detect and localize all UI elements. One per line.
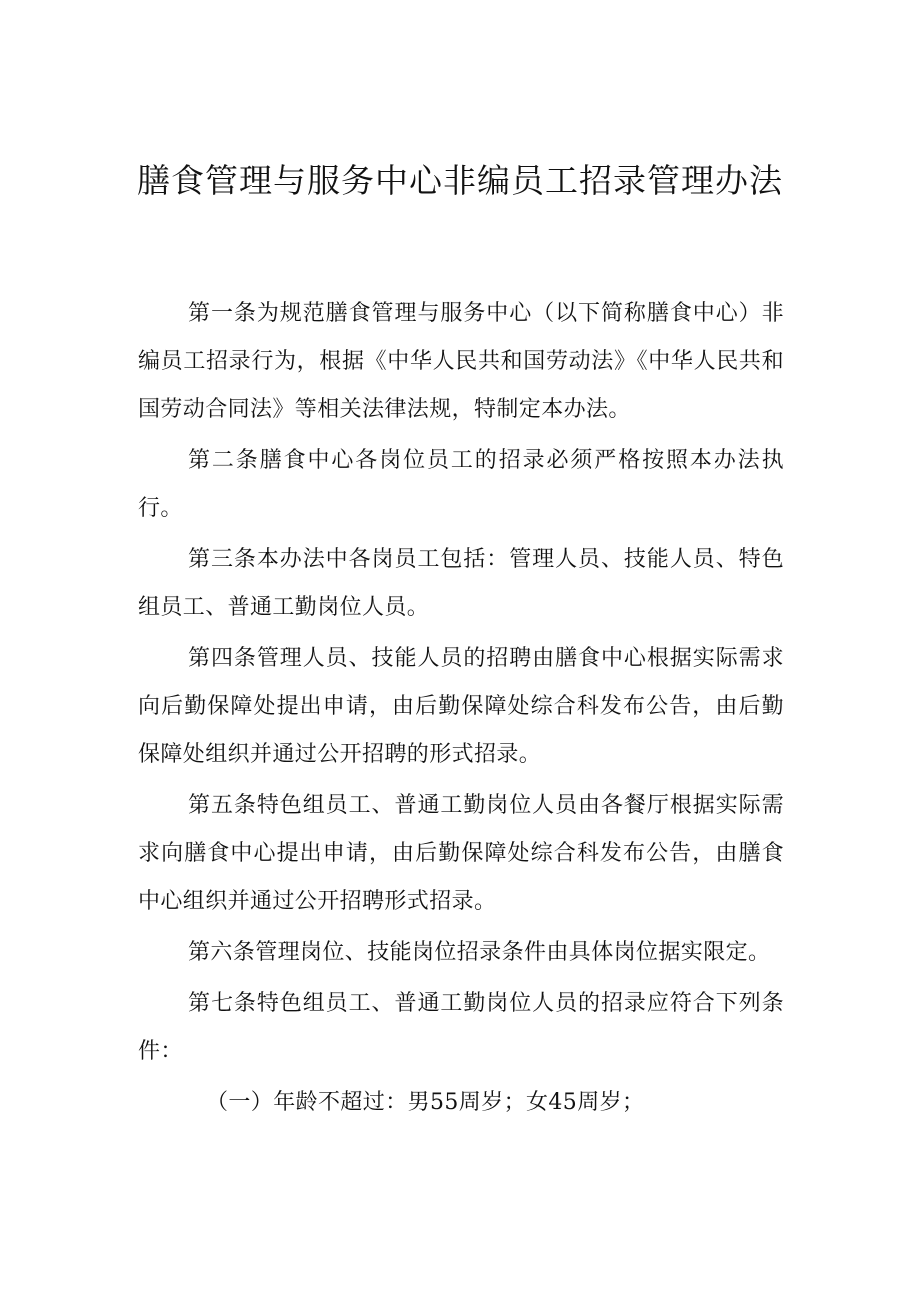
article-6: 第六条管理岗位、技能岗位招录条件由具体岗位据实限定。: [188, 940, 771, 965]
document-body: [138, 290, 784, 1127]
article-4: 第四条管理人员、技能人员的招聘由膳食中心根据实际需求向后勤保障处提出申请，由后勤保障处综合科发布公告，由后勤保障处组织并通过公开招聘的形式招录。: [138, 646, 784, 767]
article-2: 第二条膳食中心各岗位员工的招录必须严格按照本办法执行。: [138, 448, 784, 521]
document-title: 膳食管理与服务中心非编员工招录管理办法: [137, 161, 783, 200]
article-5: 第五条特色组员工、普通工勤岗位人员由各餐厅根据实际需求向膳食中心提出申请，由后勤保障处综合科发布公告，由膳食中心组织并通过公开招聘形式招录。: [138, 793, 784, 914]
article-7-item-1: （一）年龄不超过：男55周岁；女45周岁；: [206, 1090, 645, 1115]
article-7: 第七条特色组员工、普通工勤岗位人员的招录应符合下列条件：: [138, 991, 784, 1064]
article-3: 第三条本办法中各岗员工包括：管理人员、技能人员、特色组员工、普通工勤岗位人员。: [138, 547, 784, 620]
article-1: 第一条为规范膳食管理与服务中心（以下简称膳食中心）非编员工招录行为，根据《中华人民共和国劳动法》《中华人民共和国劳动合同法》等相关法律法规，特制定本办法。: [138, 301, 784, 422]
